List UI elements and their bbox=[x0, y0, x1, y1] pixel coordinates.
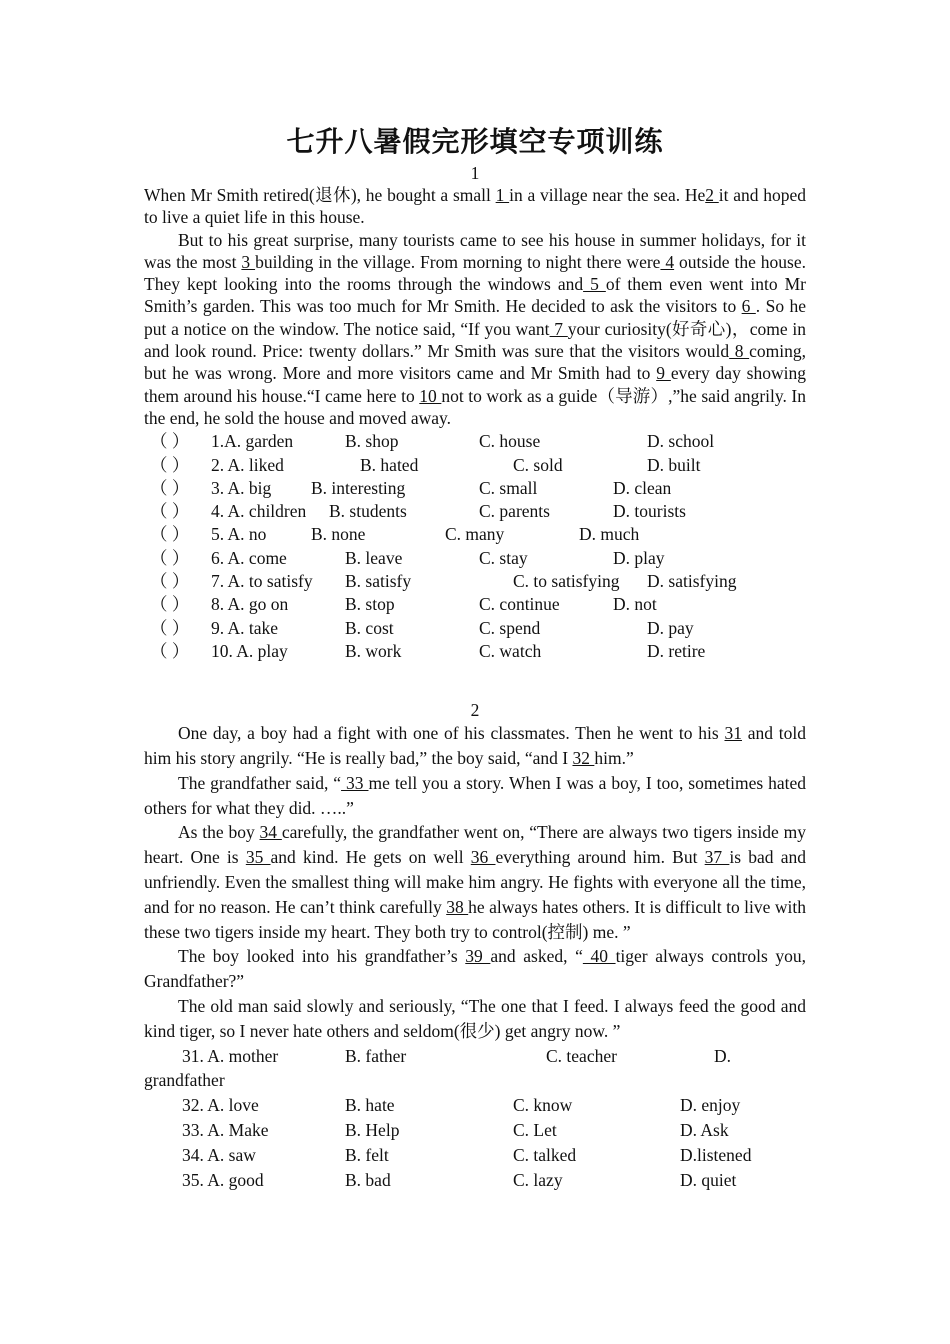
option-b: B. Help bbox=[345, 1119, 400, 1140]
passage-text: When Mr Smith retired(退休), he bought a small bbox=[144, 185, 496, 205]
answer-blank[interactable]: 39 bbox=[465, 946, 491, 967]
option-c: C. small bbox=[479, 477, 538, 498]
passage-text: tiger always controls you, Grandfather?” bbox=[144, 946, 807, 992]
passage-text: it and hoped to live a quiet life in this house. bbox=[144, 185, 807, 228]
option-b: B. cost bbox=[345, 617, 394, 638]
answer-blank[interactable]: 35 bbox=[245, 847, 271, 868]
section-1-question-list bbox=[144, 430, 806, 663]
answer-blank[interactable]: 9 bbox=[656, 363, 671, 384]
passage-text: in a village near the sea. He bbox=[509, 185, 706, 205]
option-d: D. satisfying bbox=[647, 571, 737, 592]
answer-blank[interactable]: 32 bbox=[572, 748, 595, 769]
option-d: D. play bbox=[613, 547, 665, 568]
option-a: 33. A. Make bbox=[182, 1119, 269, 1140]
passage-text: . So he put a notice on the window. The notice said, “If you want bbox=[144, 296, 806, 339]
passage-text: is bad and unfriendly. Even the smallest thing will make him angry. He fights with everyone all the time, and for no reason. He can’t think carefully bbox=[144, 847, 807, 917]
option-c: C. know bbox=[513, 1095, 573, 1116]
answer-blank[interactable]: 4 bbox=[660, 251, 675, 272]
answer-bracket[interactable]: （ ） bbox=[150, 594, 190, 615]
option-a: 8. A. go on bbox=[211, 594, 289, 615]
option-b: B. stop bbox=[345, 594, 395, 615]
passage-text: him.” bbox=[594, 748, 634, 769]
option-c: C. to satisfying bbox=[513, 571, 620, 592]
question-row bbox=[144, 1118, 806, 1143]
option-a: 9. A. take bbox=[211, 617, 279, 638]
section-1-paragraph-1 bbox=[144, 184, 806, 229]
option-c: C. parents bbox=[479, 501, 550, 522]
answer-blank[interactable]: 40 bbox=[582, 946, 616, 967]
option-a: 2. A. liked bbox=[211, 454, 284, 475]
option-d: D. bbox=[714, 1045, 732, 1066]
section-2-paragraph-5 bbox=[144, 994, 806, 1044]
section-2-question-list bbox=[144, 1044, 806, 1193]
answer-bracket[interactable]: （ ） bbox=[150, 431, 190, 452]
option-a: 31. A. mother bbox=[182, 1045, 279, 1066]
passage-text: The grandfather said, “ bbox=[178, 772, 342, 793]
answer-blank[interactable]: 33 bbox=[341, 772, 369, 793]
option-a: 6. A. come bbox=[211, 547, 287, 568]
option-d: D. Ask bbox=[680, 1119, 729, 1140]
option-d: D. not bbox=[613, 594, 657, 615]
passage-text: coming, but he was wrong. More and more visitors came and Mr Smith had to bbox=[144, 341, 806, 384]
question-row bbox=[144, 547, 806, 570]
option-d: D. retire bbox=[647, 640, 706, 661]
passage-text: outside the house. They kept looking into the rooms through the windows and bbox=[144, 251, 806, 295]
option-b: B. bad bbox=[345, 1169, 391, 1190]
section-2-number: 2 bbox=[470, 700, 480, 721]
passage-text: he always hates others. It is difficult to live with these two tigers inside my heart. They both try to control(控制) me. ” bbox=[144, 896, 806, 942]
option-b: B. none bbox=[311, 524, 366, 545]
passage-text: One day, a boy had a fight with one of his classmates. Then he went to his bbox=[178, 723, 725, 744]
option-c: C. spend bbox=[479, 617, 541, 638]
question-row bbox=[144, 1044, 806, 1069]
answer-blank[interactable]: 31 bbox=[724, 723, 742, 744]
option-d: D. built bbox=[647, 454, 701, 475]
passage-text: of them even went into Mr Smith’s garden. This was too much for Mr Smith. He decided to ask the visitors to bbox=[144, 274, 807, 317]
passage-text: everything around him. But bbox=[495, 847, 705, 868]
question-row bbox=[144, 617, 806, 640]
section-1-paragraph-2 bbox=[144, 229, 806, 430]
document-title: 七升八暑假完形填空专项训练 bbox=[286, 125, 664, 158]
section-2-paragraph-1 bbox=[144, 721, 806, 771]
passage-text: and kind. He gets on well bbox=[270, 847, 471, 868]
option-a: 7. A. to satisfy bbox=[211, 571, 313, 592]
passage-text: me tell you a story. When I was a boy, I too, sometimes hated others for what they did. …..” bbox=[144, 772, 807, 818]
answer-blank[interactable]: 38 bbox=[446, 896, 469, 917]
option-a: 1.A. garden bbox=[211, 431, 294, 452]
option-d: D. enjoy bbox=[680, 1095, 741, 1116]
question-row bbox=[144, 1168, 806, 1193]
option-d-wrap: grandfather bbox=[144, 1070, 225, 1091]
passage-text: As the boy bbox=[178, 822, 260, 843]
option-c: C. continue bbox=[479, 594, 560, 615]
answer-bracket[interactable]: （ ） bbox=[150, 501, 190, 522]
option-b: B. students bbox=[329, 501, 407, 522]
passage-text: carefully, the grandfather went on, “There are always two tigers inside my heart. One is bbox=[144, 822, 807, 868]
passage-text: building in the village. From morning to night there were bbox=[255, 251, 661, 272]
option-c: C. many bbox=[445, 524, 505, 545]
passage-text: and told him his story angrily. “He is really bad,” the boy said, “and I bbox=[144, 723, 806, 769]
answer-bracket[interactable]: （ ） bbox=[150, 524, 190, 545]
answer-blank[interactable]: 8 bbox=[729, 341, 750, 362]
option-a: 5. A. no bbox=[211, 524, 267, 545]
section-2-paragraph-2 bbox=[144, 771, 806, 821]
question-row bbox=[144, 430, 806, 453]
answer-blank[interactable]: 37 bbox=[704, 847, 730, 868]
option-d: D. clean bbox=[613, 477, 672, 498]
passage-text: every day showing them around his house.“I came here to bbox=[144, 363, 806, 406]
option-b: B. satisfy bbox=[345, 571, 412, 592]
option-a: 32. A. love bbox=[182, 1095, 259, 1116]
passage-text: your curiosity(好奇心)，come in and look round. Price: twenty dollars.” Mr Smith was sure that the visitors would bbox=[144, 318, 806, 362]
question-row bbox=[144, 1093, 806, 1118]
answer-blank[interactable]: 3 bbox=[241, 251, 256, 272]
document-content bbox=[144, 122, 806, 1192]
option-c: C. Let bbox=[513, 1119, 557, 1140]
option-c: C. lazy bbox=[513, 1169, 563, 1190]
passage-text: not to work as a guide（导游）,”he said angrily. In the end, he sold the house and moved away. bbox=[144, 385, 807, 428]
answer-blank[interactable]: 34 bbox=[259, 822, 282, 843]
option-b: B. shop bbox=[345, 431, 399, 452]
option-a: 4. A. children bbox=[211, 501, 307, 522]
question-row bbox=[144, 640, 806, 663]
option-b: B. work bbox=[345, 640, 402, 661]
option-d: D. school bbox=[647, 431, 715, 452]
passage-text: But to his great surprise, many tourists came to see his house in summer holidays, for it was the most bbox=[144, 229, 806, 272]
question-row bbox=[144, 523, 806, 546]
section-2-paragraph-4 bbox=[144, 944, 806, 994]
option-b: B. hate bbox=[345, 1095, 395, 1116]
option-b: B. felt bbox=[345, 1144, 389, 1165]
option-c: C. teacher bbox=[546, 1045, 617, 1066]
question-row bbox=[144, 1143, 806, 1168]
option-a: 3. A. big bbox=[211, 477, 272, 498]
question-row bbox=[144, 593, 806, 616]
option-a: 34. A. saw bbox=[182, 1144, 256, 1165]
answer-blank[interactable]: 10 bbox=[419, 385, 442, 406]
option-d: D. pay bbox=[647, 617, 694, 638]
passage-text: The old man said slowly and seriously, “The one that I feed. I always feed the good and kind tiger, so I never hate others and seldom(很少) get angry now. ” bbox=[144, 996, 806, 1041]
option-c: C. watch bbox=[479, 640, 542, 661]
section-2-paragraph-3 bbox=[144, 820, 806, 944]
passage-text: The boy looked into his grandfather’s bbox=[178, 946, 466, 967]
option-b: B. father bbox=[345, 1045, 407, 1066]
question-row bbox=[144, 454, 806, 477]
answer-blank[interactable]: 1 bbox=[495, 185, 510, 205]
question-row bbox=[144, 570, 806, 593]
answer-blank[interactable]: 7 bbox=[549, 318, 568, 339]
section-1-number: 1 bbox=[470, 163, 480, 183]
question-row bbox=[144, 500, 806, 523]
option-c: C. sold bbox=[513, 454, 563, 475]
answer-bracket[interactable]: （ ） bbox=[150, 640, 190, 661]
answer-blank[interactable]: 5 bbox=[583, 274, 606, 295]
option-c: C. house bbox=[479, 431, 541, 452]
answer-bracket[interactable]: （ ） bbox=[150, 477, 190, 498]
option-a: 10. A. play bbox=[211, 640, 288, 661]
question-row bbox=[144, 477, 806, 500]
option-b: B. hated bbox=[360, 454, 419, 475]
passage-text: and asked, “ bbox=[490, 946, 583, 967]
answer-blank[interactable]: 2 bbox=[705, 185, 719, 205]
option-b: B. leave bbox=[345, 547, 403, 568]
option-d: D. much bbox=[579, 524, 640, 545]
option-d: D. quiet bbox=[680, 1169, 737, 1190]
answer-bracket[interactable]: （ ） bbox=[150, 571, 190, 592]
option-c: C. talked bbox=[513, 1144, 577, 1165]
answer-bracket[interactable]: （ ） bbox=[150, 617, 190, 638]
option-d: D. tourists bbox=[613, 501, 686, 522]
answer-blank[interactable]: 6 bbox=[741, 296, 756, 317]
option-d: D.listened bbox=[680, 1144, 752, 1165]
answer-bracket[interactable]: （ ） bbox=[150, 547, 190, 568]
option-a: 35. A. good bbox=[182, 1169, 264, 1190]
option-b: B. interesting bbox=[311, 477, 406, 498]
answer-bracket[interactable]: （ ） bbox=[150, 454, 190, 475]
answer-blank[interactable]: 36 bbox=[470, 847, 496, 868]
option-c: C. stay bbox=[479, 547, 528, 568]
